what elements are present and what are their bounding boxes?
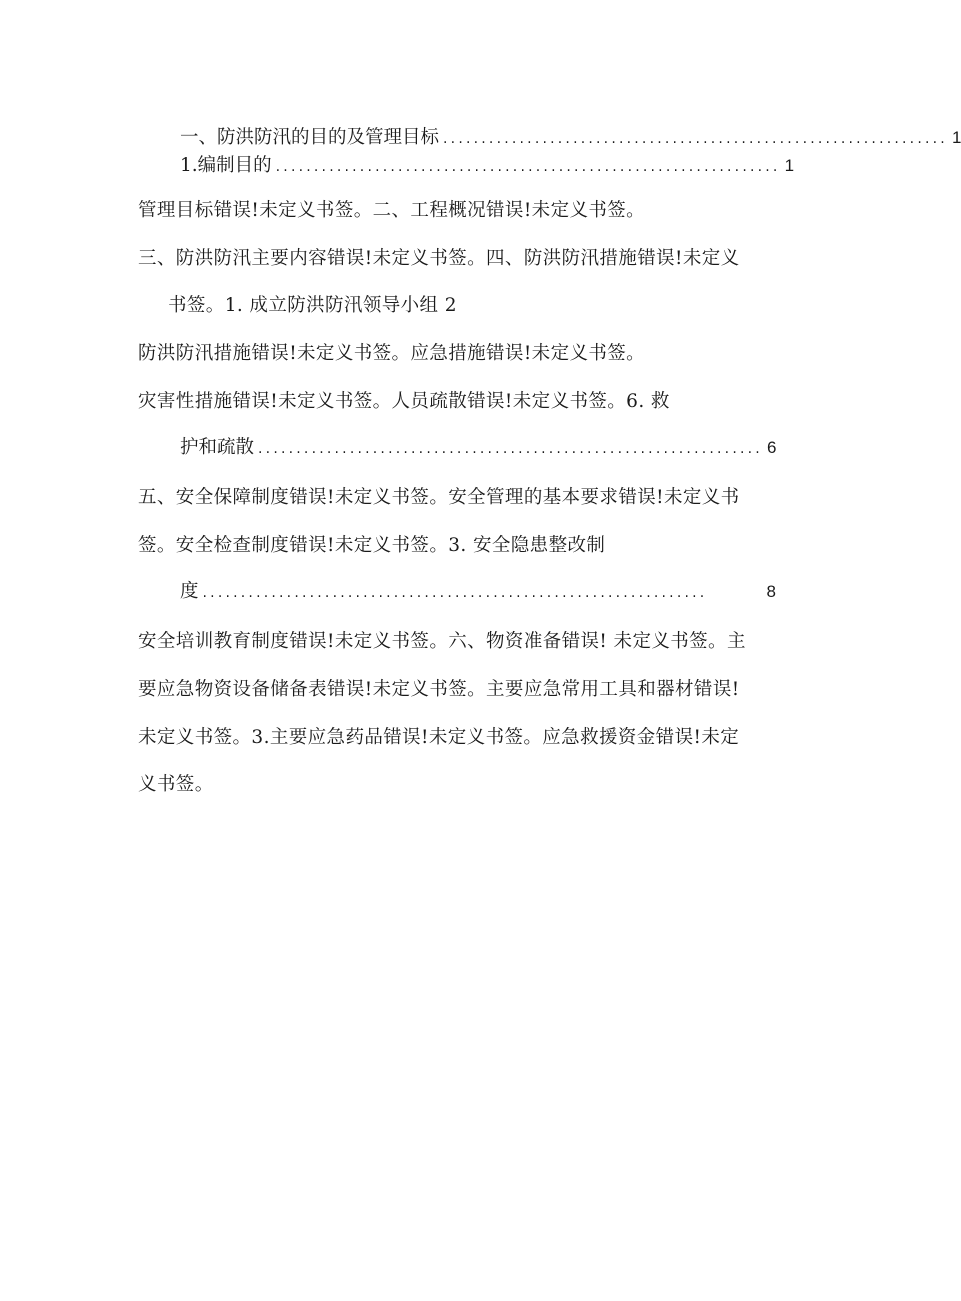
toc-text-line: 灾害性措施错误!未定义书签。人员疏散错误!未定义书签。6. 救 xyxy=(138,391,670,412)
toc-entry-title: 1.编制目的 xyxy=(180,155,272,176)
toc-text-line: 防洪防汛措施错误!未定义书签。应急措施错误!未定义书签。 xyxy=(138,343,646,364)
toc-entry-rescue-evacuation[interactable] xyxy=(180,436,777,461)
toc-text-line: 管理目标错误!未定义书签。二、工程概况错误!未定义书签。 xyxy=(138,200,646,221)
toc-text-line: 安全培训教育制度错误!未定义书签。六、物资准备错误! 未定义书签。主 xyxy=(138,631,746,652)
toc-entry-hazard-rectification[interactable] xyxy=(180,580,776,605)
toc-page-number: 1 xyxy=(784,156,795,175)
toc-leader-dots: .................................................................. xyxy=(443,131,948,147)
toc-text-line: 义书签。 xyxy=(138,774,214,795)
toc-leader-dots: .................................................................. xyxy=(202,585,708,601)
toc-text-line: 签。安全检查制度错误!未定义书签。3. 安全隐患整改制 xyxy=(138,535,606,556)
toc-entry-title: 一、防洪防汛的目的及管理目标 xyxy=(180,127,440,148)
toc-entry-title: 护和疏散 xyxy=(180,437,255,458)
toc-entry-title: 度 xyxy=(180,581,199,602)
toc-text-line: 未定义书签。3.主要应急药品错误!未定义书签。应急救援资金错误!未定 xyxy=(138,727,740,748)
toc-text-line: 五、安全保障制度错误!未定义书签。安全管理的基本要求错误!未定义书 xyxy=(138,487,740,508)
toc-text-line: 要应急物资设备储备表错误!未定义书签。主要应急常用工具和器材错误! xyxy=(138,679,740,700)
toc-page-number: 8 xyxy=(766,582,776,601)
toc-leader-dots: .................................................................. xyxy=(258,441,763,457)
toc-page-number: 6 xyxy=(766,438,777,457)
toc-page-number: 1 xyxy=(951,128,961,147)
toc-entry-compile-purpose[interactable] xyxy=(180,154,795,179)
toc-leader-dots: .................................................................. xyxy=(275,159,781,175)
toc-entry-purpose-and-goals[interactable] xyxy=(180,126,961,151)
toc-text-line: 三、防洪防汛主要内容错误!未定义书签。四、防洪防汛措施错误!未定义 xyxy=(138,248,740,269)
toc-text-line: 书签。1. 成立防洪防汛领导小组 2 xyxy=(168,295,457,316)
